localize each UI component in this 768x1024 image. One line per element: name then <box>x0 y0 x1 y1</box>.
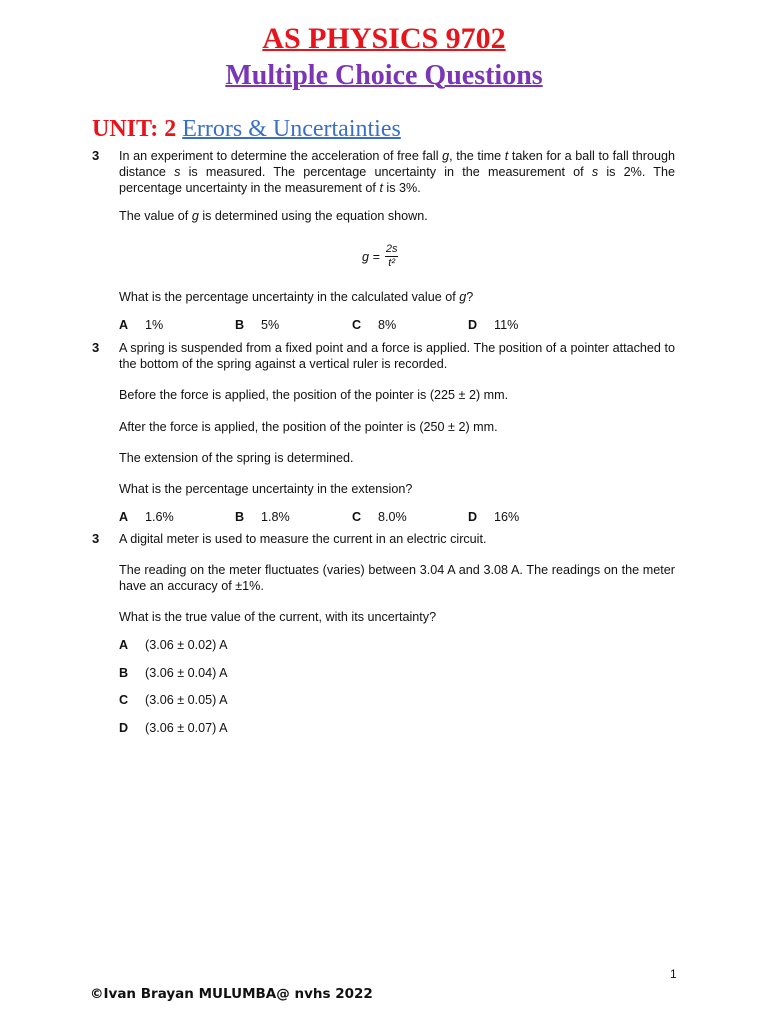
formula-numerator: 2s <box>385 243 398 255</box>
formula-fraction <box>385 244 399 269</box>
page-title: AS PHYSICS 9702 <box>262 22 506 55</box>
question-1-paragraph-1: In an experiment to determine the acceleration of free fall g, the time t taken for a ball to fall through distance s is measured. The percentage uncertainty in the measurement of s is 2%. The percentage uncertainty in the measurement of t is 3%. <box>119 149 675 195</box>
question-3-option-a[interactable]: A (3.06 ± 0.02) A <box>119 638 228 652</box>
formula-lhs: g = <box>362 249 380 264</box>
question-3-option-c[interactable]: C (3.06 ± 0.05) A <box>119 693 228 707</box>
question-2-paragraph-2: Before the force is applied, the position of the pointer is (225 ± 2) mm. <box>119 388 509 402</box>
footer-copyright: ©Ivan Brayan MULUMBA@ nvhs 2022 <box>90 986 373 1002</box>
question-2-paragraph-5: What is the percentage uncertainty in the extension? <box>119 482 413 496</box>
question-2-number: 3 <box>92 340 100 355</box>
option-c[interactable]: C 8% <box>352 318 397 332</box>
option-d[interactable]: D 16% <box>468 510 520 524</box>
question-1-paragraph-3: What is the percentage uncertainty in the calculated value of g? <box>119 290 474 304</box>
question-3-option-b[interactable]: B (3.06 ± 0.04) A <box>119 666 228 680</box>
question-3-paragraph-2: The reading on the meter fluctuates (varies) between 3.04 A and 3.08 A. The readings on the meter have an accuracy of ±1%. <box>119 563 675 593</box>
formula-g <box>362 244 398 269</box>
option-a[interactable]: A 1% <box>119 318 164 332</box>
question-3-paragraph-3: What is the true value of the current, with its uncertainty? <box>119 610 437 624</box>
question-3-option-d[interactable]: D (3.06 ± 0.07) A <box>119 721 228 735</box>
formula-denominator: t² <box>388 257 396 269</box>
page-number: 1 <box>670 967 677 981</box>
page-subtitle: Multiple Choice Questions <box>225 60 543 91</box>
question-2-paragraph-4: The extension of the spring is determined. <box>119 451 354 465</box>
question-1-paragraph-2: The value of g is determined using the equation shown. <box>119 209 428 223</box>
unit-label: UNIT: 2 <box>92 116 177 142</box>
option-c[interactable]: C 8.0% <box>352 510 407 524</box>
question-2-paragraph-3: After the force is applied, the position of the pointer is (250 ± 2) mm. <box>119 420 498 434</box>
unit-topic: Errors & Uncertainties <box>182 116 401 142</box>
option-a[interactable]: A 1.6% <box>119 510 174 524</box>
question-2-paragraph-1: A spring is suspended from a fixed point and a force is applied. The position of a pointer attached to the bottom of the spring against a vertical ruler is recorded. <box>119 341 675 371</box>
unit-heading <box>92 116 401 143</box>
option-b[interactable]: B 1.8% <box>235 510 290 524</box>
question-3-paragraph-1: A digital meter is used to measure the current in an electric circuit. <box>119 532 487 546</box>
question-1-number: 3 <box>92 148 100 163</box>
option-d[interactable]: D 11% <box>468 318 519 332</box>
option-b[interactable]: B 5% <box>235 318 280 332</box>
question-3-number: 3 <box>92 531 100 546</box>
